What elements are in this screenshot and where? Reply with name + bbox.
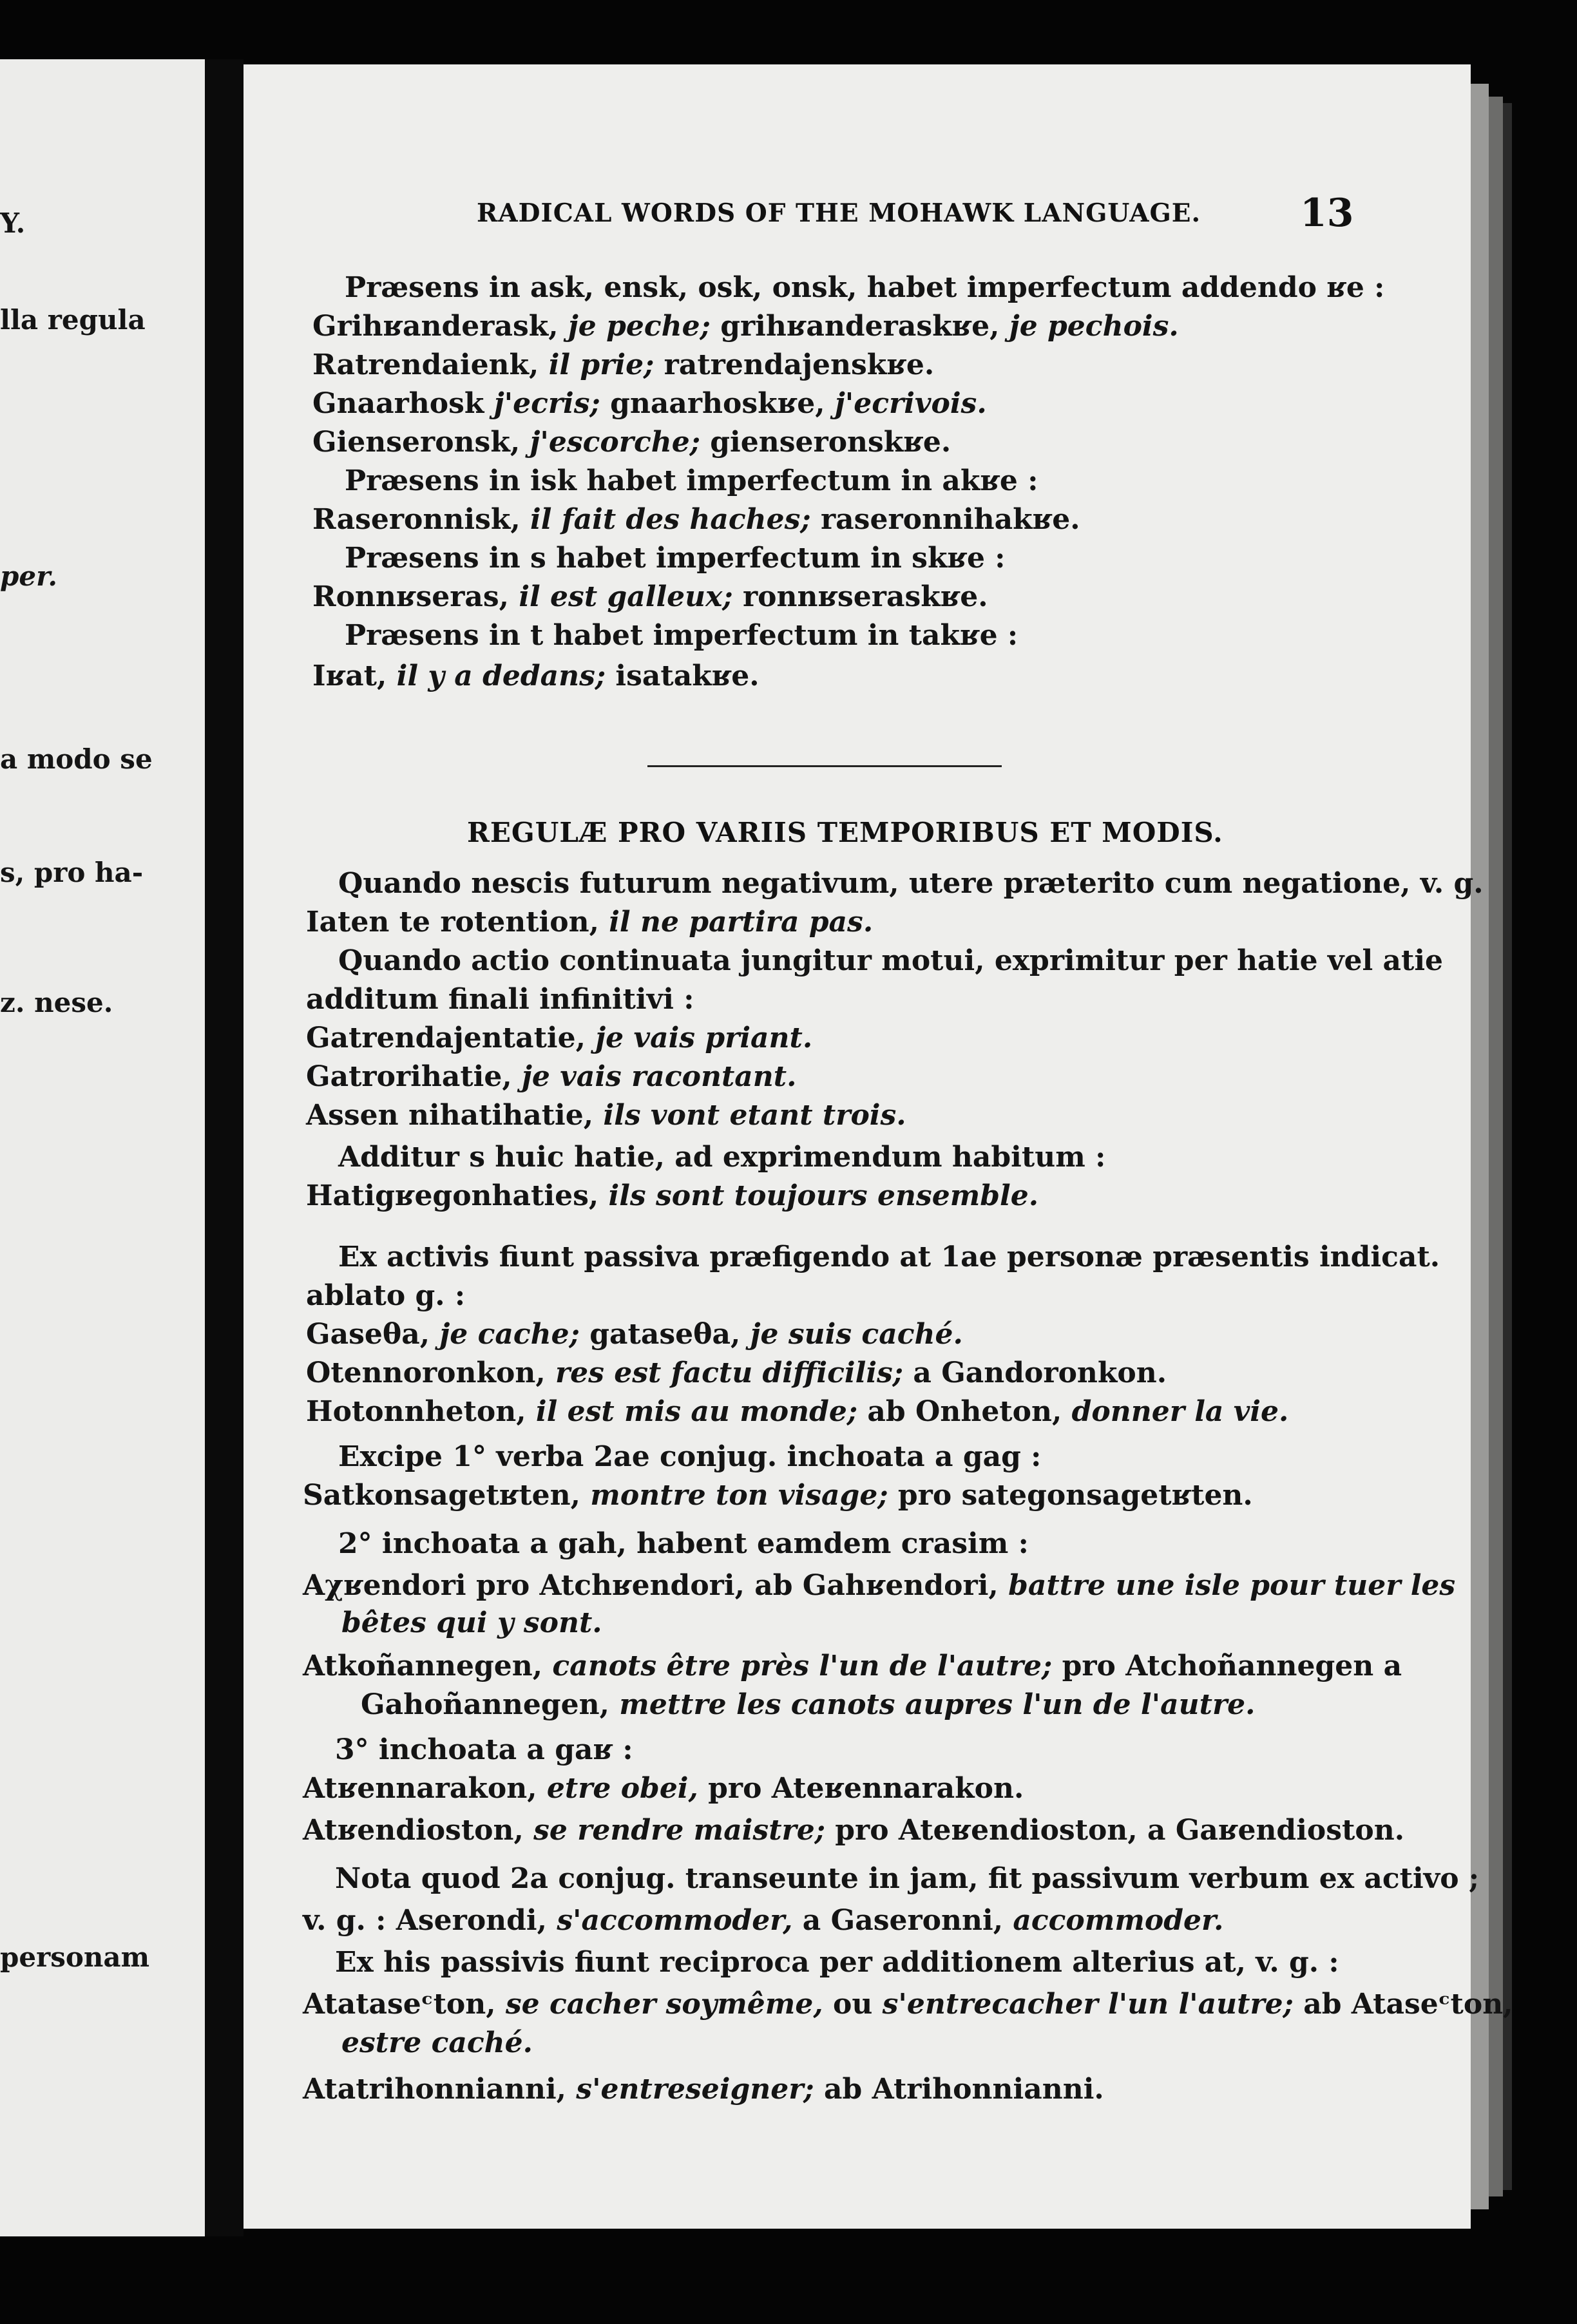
latin-mohawk-text: Hotonnheton, — [306, 1395, 536, 1428]
left-fragment: Y. — [0, 207, 26, 239]
text-line — [338, 944, 1444, 977]
latin-mohawk-text: raseronnihakʁe. — [810, 503, 1080, 536]
latin-mohawk-text: Nota quod 2a conjug. transeunte in jam, fit passivum verbum ex activo ; — [335, 1862, 1480, 1895]
french-gloss: se rendre maistre; — [533, 1814, 825, 1847]
french-gloss: il y a dedans; — [396, 660, 606, 692]
latin-mohawk-text: grihʁanderaskʁe, — [710, 310, 1009, 343]
text-line — [303, 2075, 1104, 2104]
text-line — [303, 1569, 1456, 1602]
latin-mohawk-text: isatakʁe. — [606, 660, 760, 692]
latin-mohawk-text: Gatrendajentatie, — [306, 1022, 596, 1054]
text-line — [335, 1948, 1339, 1977]
text-line — [303, 1990, 1513, 2019]
french-gloss: il fait des haches; — [530, 503, 811, 536]
french-gloss: il est galleux; — [519, 580, 733, 613]
french-gloss: je peche; — [568, 310, 711, 343]
latin-mohawk-text: ratrendajenskʁe. — [654, 348, 935, 381]
latin-mohawk-text: a Gandoronkon. — [903, 1357, 1167, 1389]
text-line — [306, 1101, 906, 1130]
latin-mohawk-text: ronnʁseraskʁe. — [732, 580, 988, 613]
left-fragment: lla regula — [0, 304, 146, 336]
french-gloss: battre une isle pour tuer les — [1008, 1569, 1456, 1602]
latin-mohawk-text: ab Ataseᶜton, — [1293, 1988, 1513, 2021]
text-line — [338, 1527, 1029, 1560]
latin-mohawk-text: pro Atchoñannegen a — [1052, 1650, 1402, 1682]
text-line — [361, 1688, 1256, 1721]
latin-mohawk-text: Quando actio continuata jungitur motui, exprimitur per hatie vel atie — [338, 944, 1444, 977]
french-gloss: s'accommoder, — [557, 1904, 793, 1937]
latin-mohawk-text: Atʁennarakon, — [303, 1772, 547, 1805]
text-line — [312, 503, 1080, 536]
french-gloss: montre ton visage; — [590, 1479, 888, 1512]
latin-mohawk-text: Præsens in s habet imperfectum in skʁe : — [345, 542, 1006, 575]
french-gloss: il est mis au monde; — [535, 1395, 858, 1428]
book-gutter — [205, 59, 244, 2236]
latin-mohawk-text: Raseronnisk, — [312, 503, 530, 536]
french-gloss: j'ecris; — [493, 387, 600, 420]
french-gloss: s'entreseigner; — [576, 2073, 814, 2106]
text-line — [338, 1243, 1440, 1272]
text-line — [306, 983, 694, 1016]
latin-mohawk-text: ab Atrihonnianni. — [814, 2073, 1104, 2106]
latin-mohawk-text: Atatrihonnianni, — [303, 2073, 577, 2106]
text-line — [306, 1024, 812, 1052]
text-line — [306, 1279, 466, 1312]
text-line — [306, 1060, 797, 1093]
latin-mohawk-text: Satkonsagetʁten, — [303, 1479, 591, 1512]
latin-mohawk-text: Excipe 1° verba 2ae conjug. inchoata a gag : — [338, 1440, 1042, 1473]
latin-mohawk-text: Gatrorihatie, — [306, 1060, 522, 1093]
left-fragment: z. nese. — [0, 987, 113, 1018]
french-gloss: etre obei, — [546, 1772, 698, 1805]
french-gloss: res est factu difficilis; — [555, 1357, 904, 1389]
french-gloss: donner la vie. — [1071, 1395, 1289, 1428]
text-line — [306, 1179, 1039, 1212]
latin-mohawk-text: ab Onheton, — [857, 1395, 1072, 1428]
latin-mohawk-text: Gnaarhosk — [312, 387, 494, 420]
page-edge — [1489, 97, 1503, 2196]
french-gloss: estre caché. — [341, 2026, 533, 2059]
french-gloss: accommoder. — [1013, 1904, 1224, 1937]
left-fragment: per. — [0, 560, 57, 592]
french-gloss: il prie; — [548, 348, 655, 381]
left-fragment: s, pro ha- — [0, 857, 144, 888]
text-line — [338, 1143, 1105, 1172]
text-line — [303, 1652, 1402, 1681]
running-title: RADICAL WORDS OF THE MOHAWK LANGUAGE. — [477, 198, 1201, 228]
latin-mohawk-text: Ronnʁseras, — [312, 580, 519, 613]
text-line — [312, 348, 935, 381]
latin-mohawk-text: ou — [823, 1988, 883, 2021]
text-line — [312, 428, 951, 457]
latin-mohawk-text: gienseronskʁe. — [700, 426, 951, 459]
latin-mohawk-text: Præsens in isk habet imperfectum in akʁe : — [345, 464, 1038, 497]
text-line — [303, 1816, 1404, 1845]
latin-mohawk-text: ablato g. : — [306, 1279, 466, 1312]
text-line — [306, 1320, 963, 1349]
french-gloss: s'entrecacher l'un l'autre; — [882, 1988, 1294, 2021]
text-line — [303, 1772, 1024, 1805]
latin-mohawk-text: additum finali infinitivi : — [306, 983, 694, 1016]
latin-mohawk-text: Ex activis fiunt passiva præfigendo at 1ae personæ præsentis indicat. — [338, 1241, 1440, 1273]
text-line — [312, 580, 988, 613]
french-gloss: bêtes qui y sont. — [341, 1606, 602, 1639]
latin-mohawk-text: gnaarhoskʁe, — [600, 387, 835, 420]
latin-mohawk-text: Iaten te rotention, — [306, 906, 609, 938]
text-line — [338, 1440, 1042, 1473]
text-line — [306, 1359, 1167, 1387]
latin-mohawk-text: Ratrendaienk, — [312, 348, 549, 381]
latin-mohawk-text: a Gaseronni, — [792, 1904, 1013, 1937]
section-heading: REGULÆ PRO VARIIS TEMPORIBUS ET MODIS. — [467, 817, 1223, 848]
latin-mohawk-text: Atkoñannegen, — [303, 1650, 553, 1682]
latin-mohawk-text: Atʁendioston, — [303, 1814, 534, 1847]
latin-mohawk-text: pro sategonsagetʁten. — [888, 1479, 1253, 1512]
latin-mohawk-text: Ex his passivis fiunt reciproca per additionem alterius at, v. g. : — [335, 1946, 1339, 1979]
french-gloss: je suis caché. — [750, 1318, 963, 1351]
latin-mohawk-text: Aχʁendori pro Atchʁendori, ab Gahʁendori, — [303, 1569, 1009, 1602]
left-fragment: personam — [0, 1941, 150, 1973]
text-line — [345, 544, 1006, 573]
latin-mohawk-text: Gienseronsk, — [312, 426, 530, 459]
text-line — [303, 1481, 1253, 1510]
text-line — [312, 312, 1179, 341]
text-line — [312, 387, 987, 420]
latin-mohawk-text: gataseθa, — [579, 1318, 750, 1351]
french-gloss: ils sont toujours ensemble. — [608, 1179, 1039, 1212]
text-line — [306, 1395, 1289, 1428]
latin-mohawk-text: 3° inchoata a gaʁ : — [335, 1733, 633, 1766]
latin-mohawk-text: Iʁat, — [312, 660, 397, 692]
latin-mohawk-text: Gaseθa, — [306, 1318, 440, 1351]
text-line — [335, 1733, 633, 1766]
french-gloss: canots être près l'un de l'autre; — [552, 1650, 1053, 1682]
text-line — [335, 1862, 1480, 1895]
text-line — [306, 908, 873, 937]
page-number: 13 — [1300, 191, 1354, 236]
french-gloss: ils vont etant trois. — [603, 1099, 906, 1132]
french-gloss: je vais racontant. — [522, 1060, 797, 1093]
latin-mohawk-text: 2° inchoata a gah, habent eamdem crasim : — [338, 1527, 1029, 1560]
latin-mohawk-text: Gahoñannegen, — [361, 1688, 620, 1721]
text-line — [303, 1904, 1224, 1937]
latin-mohawk-text: pro Ateʁendioston, a Gaʁendioston. — [825, 1814, 1405, 1847]
latin-mohawk-text: Additur s huic hatie, ad exprimendum habitum : — [338, 1141, 1106, 1174]
latin-mohawk-text: Atataseᶜton, — [303, 1988, 506, 2021]
latin-mohawk-text: Assen nihatihatie, — [306, 1099, 604, 1132]
left-fragment: a modo se — [0, 743, 153, 775]
latin-mohawk-text: Præsens in ask, ensk, osk, onsk, habet imperfectum addendo ʁe : — [345, 271, 1385, 304]
latin-mohawk-text: pro Ateʁennarakon. — [698, 1772, 1024, 1805]
french-gloss: je cache; — [439, 1318, 580, 1351]
latin-mohawk-text: Hatigʁegonhaties, — [306, 1179, 609, 1212]
latin-mohawk-text: Grihʁanderask, — [312, 310, 568, 343]
french-gloss: je pechois. — [1009, 310, 1179, 343]
text-line — [345, 271, 1385, 304]
text-line — [338, 867, 1484, 900]
latin-mohawk-text: Præsens in t habet imperfectum in takʁe : — [345, 619, 1018, 652]
french-gloss: je vais priant. — [595, 1022, 813, 1054]
french-gloss: se cacher soymême, — [505, 1988, 823, 2021]
french-gloss: il ne partira pas. — [609, 906, 874, 938]
latin-mohawk-text: Quando nescis futurum negativum, utere præterito cum negatione, v. g. — [338, 867, 1484, 900]
latin-mohawk-text: v. g. : Aserondi, — [303, 1904, 557, 1937]
section-divider — [647, 765, 1002, 767]
text-line — [345, 619, 1018, 652]
latin-mohawk-text: Otennoronkon, — [306, 1357, 555, 1389]
french-gloss: j'ecrivois. — [834, 387, 987, 420]
french-gloss: mettre les canots aupres l'un de l'autre. — [619, 1688, 1256, 1721]
text-line — [312, 662, 760, 691]
left-page-fragment — [0, 59, 205, 2236]
text-line — [341, 2026, 533, 2059]
page-edge — [1503, 103, 1512, 2190]
french-gloss: j'escorche; — [530, 426, 700, 459]
text-line — [345, 464, 1038, 497]
text-line — [341, 1606, 602, 1639]
